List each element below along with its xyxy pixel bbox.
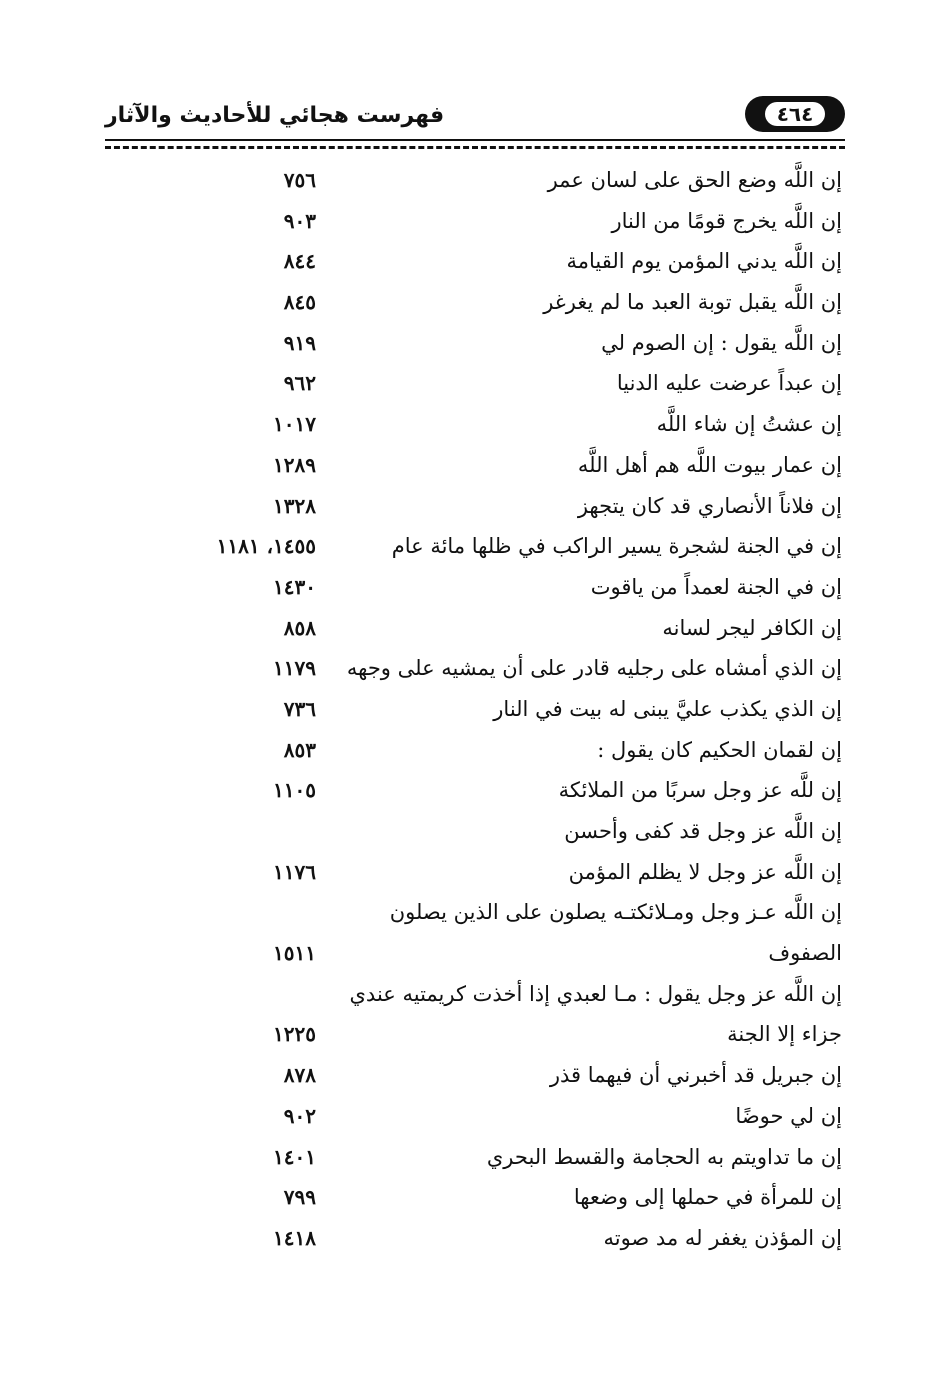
entry-reference: ٨٧٨ <box>283 1063 316 1088</box>
entry-text: إن عمار بيوت اللَّه هم أهل اللَّه <box>577 452 842 477</box>
index-entry <box>0 811 945 852</box>
header-rule <box>105 139 845 141</box>
index-entry <box>0 404 945 445</box>
entry-text: إن اللَّه يخرج قومًا من النار <box>611 208 842 233</box>
entry-reference: ١٠١٧ <box>273 412 316 437</box>
index-entry <box>0 486 945 527</box>
entry-reference: ١٢٨٩ <box>273 452 316 477</box>
index-entry <box>0 567 945 608</box>
page-number-badge <box>745 96 845 132</box>
entry-reference: ٧٣٦ <box>283 696 316 721</box>
index-entry <box>0 323 945 364</box>
index-entry <box>0 241 945 282</box>
entry-reference: ٨٤٤ <box>283 249 316 274</box>
entry-text: الصفوف <box>768 941 842 966</box>
index-entry <box>0 445 945 486</box>
index-entry <box>0 282 945 323</box>
page-header <box>105 96 845 136</box>
entry-reference: ٧٩٩ <box>283 1185 316 1210</box>
index-entry <box>0 730 945 771</box>
entry-text: إن اللَّه عز وجل قد كفى وأحسن <box>564 819 842 843</box>
header-dashed-rule <box>105 146 845 149</box>
index-entry <box>0 1014 945 1055</box>
entry-reference: ٨٥٨ <box>283 615 316 640</box>
entry-text: إن ما تداويتم به الحجامة والقسط البحري <box>486 1144 842 1169</box>
entry-text: إن للمرأة في حملها إلى وضعها <box>573 1185 842 1210</box>
entry-text: إن اللَّه عز وجل لا يظلم المؤمن <box>568 859 842 884</box>
entry-text: إن اللَّه يقول : إن الصوم لي <box>601 330 842 355</box>
entry-text: إن الكافر ليجر لسانه <box>662 615 842 640</box>
index-entry <box>0 1096 945 1137</box>
entry-reference: ١٤٠١ <box>273 1144 316 1169</box>
page-number: ٤٦٤ <box>765 102 825 126</box>
entry-reference: ١٤٣٠ <box>273 574 316 599</box>
entry-reference: ١٥١١ <box>273 941 316 966</box>
index-entry <box>0 608 945 649</box>
index-entry <box>0 770 945 811</box>
entry-reference: ١٢٢٥ <box>273 1022 316 1047</box>
index-entries <box>0 160 945 1259</box>
entry-text: إن لي حوضًا <box>735 1103 842 1128</box>
index-entry <box>0 1055 945 1096</box>
index-entry <box>0 201 945 242</box>
entry-text: إن اللَّه يقبل توبة العبد ما لم يغرغر <box>543 290 842 315</box>
entry-reference: ١١٧٦ <box>273 859 316 884</box>
running-title: فهرست هجائي للأحاديث والآثار <box>105 103 445 128</box>
entry-text: إن اللَّه وضع الحق على لسان عمر <box>547 168 842 192</box>
entry-text: إن عبداً عرضت عليه الدنيا <box>616 371 842 396</box>
entry-reference: ٨٤٥ <box>283 290 316 315</box>
entry-reference: ١٤٥٥، ١١٨١ <box>216 534 316 559</box>
entry-text: إن للَّه عز وجل سربًا من الملائكة <box>558 778 842 803</box>
entry-reference: ١٣٢٨ <box>273 493 316 518</box>
entry-reference: ١١٧٩ <box>273 656 316 681</box>
entry-text: إن في الجنة لعمداً من ياقوت <box>590 574 842 599</box>
entry-text: إن فلاناً الأنصاري قد كان يتجهز <box>577 493 842 518</box>
entry-reference: ٩٠٣ <box>283 208 316 233</box>
entry-reference: ٧٥٦ <box>283 168 316 192</box>
entry-reference: ٩٦٢ <box>283 371 316 396</box>
index-entry <box>0 1218 945 1259</box>
entry-reference: ٩٠٢ <box>283 1103 316 1128</box>
entry-text: إن في الجنة لشجرة يسير الراكب في ظلها مائة عام <box>391 534 842 559</box>
index-entry <box>0 160 945 201</box>
entry-reference: ٨٥٣ <box>283 737 316 762</box>
index-entry <box>0 689 945 730</box>
entry-reference: ٩١٩ <box>283 330 316 355</box>
entry-text: إن المؤذن يغفر له مد صوته <box>603 1225 842 1250</box>
entry-text: إن الذي أمشاه على رجليه قادر على أن يمشيه على وجهه <box>346 656 842 681</box>
entry-text: إن اللَّه عـز وجل ومـلائكتـه يصلون على الذين يصلون <box>389 900 842 925</box>
index-entry <box>0 892 945 933</box>
entry-text: إن عشتُ إن شاء اللَّه <box>656 412 842 437</box>
entry-text: إن اللَّه يدني المؤمن يوم القيامة <box>566 249 842 274</box>
index-entry <box>0 852 945 893</box>
entry-text: إن جبريل قد أخبرني أن فيهما قذر <box>549 1063 842 1088</box>
index-entry <box>0 363 945 404</box>
index-entry <box>0 1137 945 1178</box>
index-entry <box>0 648 945 689</box>
entry-reference: ١٤١٨ <box>273 1225 316 1250</box>
entry-text: إن اللَّه عز وجل يقول : مـا لعبدي إذا أخذت كريمتيه عندي <box>349 981 842 1006</box>
index-entry <box>0 1177 945 1218</box>
index-entry <box>0 974 945 1015</box>
entry-text: جزاء إلا الجنة <box>727 1022 842 1047</box>
entry-reference: ١١٠٥ <box>273 778 316 803</box>
entry-text: إن الذي يكذب عليَّ يبنى له بيت في النار <box>493 696 842 721</box>
index-entry <box>0 933 945 974</box>
index-entry <box>0 526 945 567</box>
entry-text: إن لقمان الحكيم كان يقول : <box>597 737 842 762</box>
